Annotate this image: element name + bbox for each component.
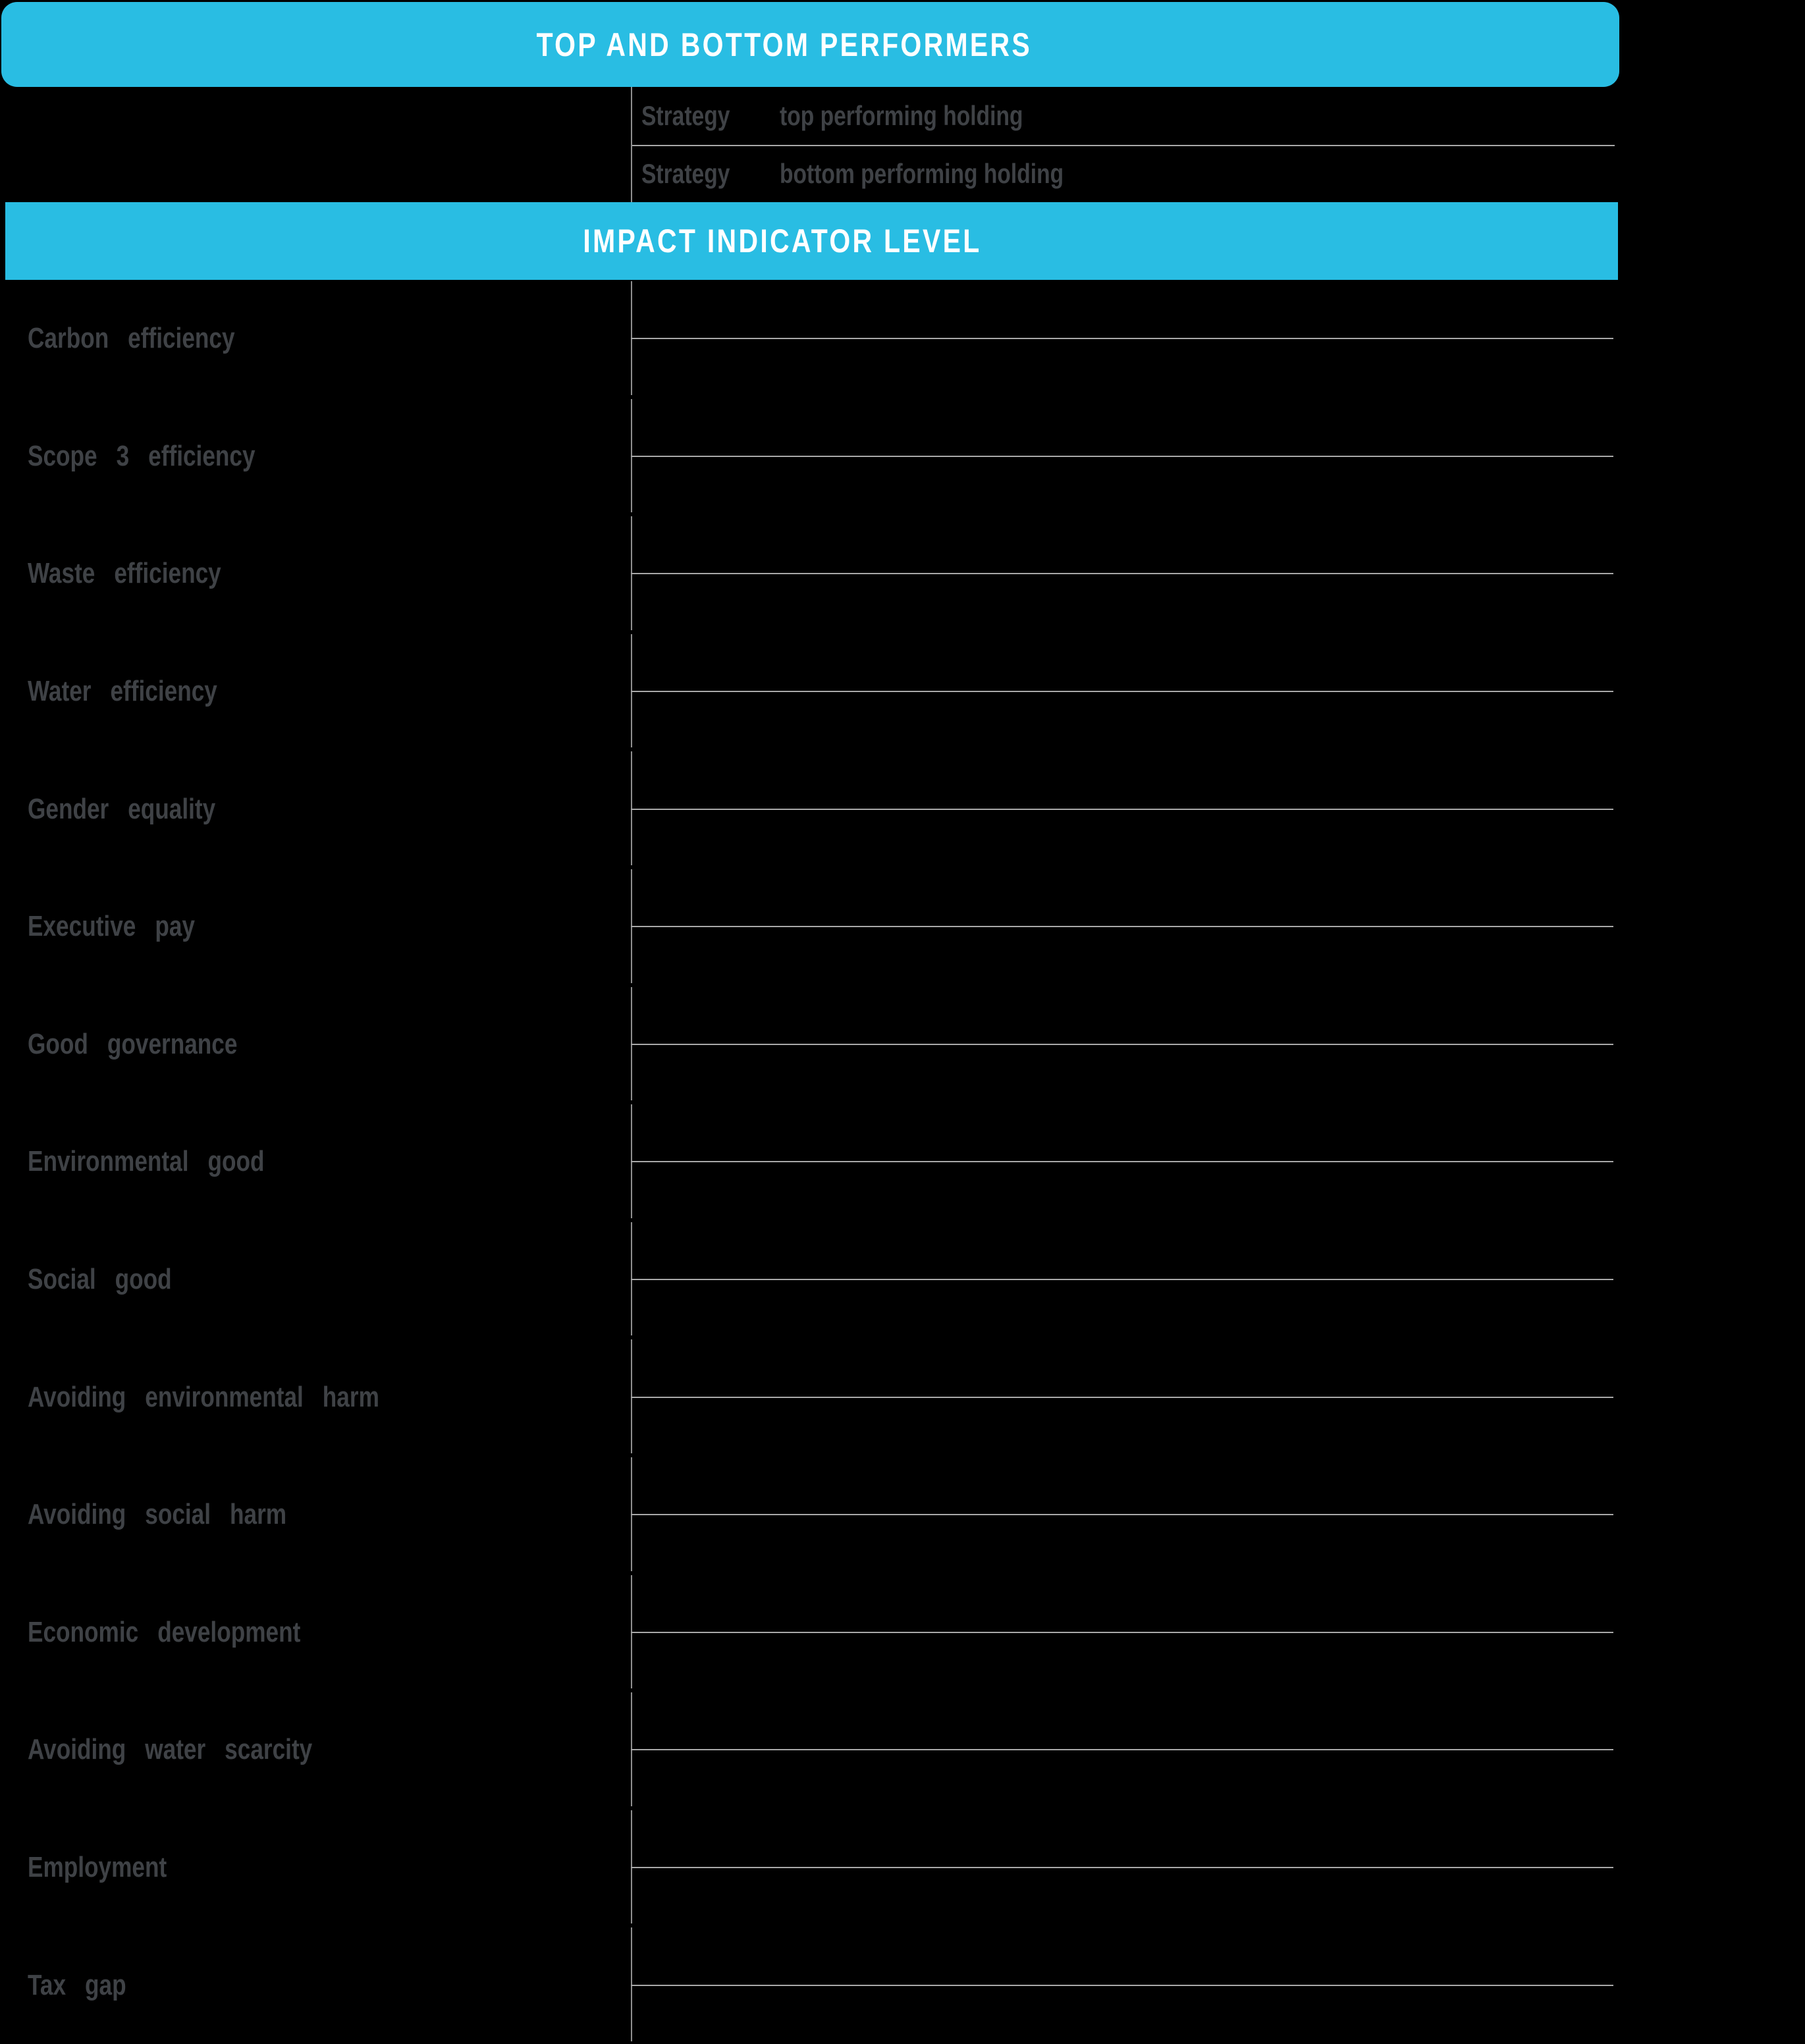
indicator-row [0,986,1805,1104]
indicator-label: Gender equality [28,792,216,825]
strategy-bottom-performing-row [632,145,1613,203]
top-performers-header-bar [1,2,1619,87]
row-divider-line [631,1985,1613,1986]
indicator-row [0,868,1805,986]
indicator-label: Avoiding water scarcity [28,1733,313,1766]
indicator-label: Employment [28,1851,167,1884]
row-divider-line [631,1161,1613,1162]
indicator-row [0,515,1805,633]
indicator-label: Water efficiency [28,675,217,708]
indicator-row [0,1103,1805,1221]
strategy-prefix: Strategy [641,158,730,189]
strategy-header-block [631,87,1613,202]
impact-indicator-header-bar [5,202,1618,280]
indicator-label: Economic development [28,1615,301,1648]
impact-indicator-title: IMPACT INDICATOR LEVEL [582,223,982,259]
indicator-row [0,1338,1805,1456]
indicator-label: Waste efficiency [28,557,221,590]
indicator-label: Good governance [28,1027,238,1060]
row-divider-line [631,1514,1613,1515]
row-divider-line [631,338,1613,339]
indicator-row [0,633,1805,751]
indicator-label: Scope 3 efficiency [28,439,256,472]
row-divider-line [631,1044,1613,1045]
row-divider-line [631,1867,1613,1868]
row-divider-line [631,809,1613,810]
row-divider-line [631,573,1613,574]
indicator-row [0,1926,1805,2044]
indicator-label: Carbon efficiency [28,322,235,355]
strategy-prefix: Strategy [641,100,730,131]
indicator-label: Social good [28,1263,172,1296]
row-divider-line [631,1279,1613,1280]
indicator-row [0,1809,1805,1927]
indicator-row [0,280,1805,398]
indicator-label: Tax gap [28,1968,126,2001]
indicator-label: Environmental good [28,1145,265,1178]
row-divider-line [631,1749,1613,1750]
row-divider-line [631,1632,1613,1633]
strategy-top-performing-row [632,87,1613,145]
row-divider-line [631,926,1613,927]
indicator-row [0,1456,1805,1574]
indicator-row [0,750,1805,868]
indicator-table [0,280,1805,2044]
row-divider-line [631,1397,1613,1398]
indicator-label: Avoiding social harm [28,1498,287,1531]
row-divider-line [632,145,1615,146]
top-performing-holding-label: top performing holding [780,100,1023,131]
indicator-row [0,398,1805,516]
indicator-label: Executive pay [28,910,195,943]
indicator-row [0,1691,1805,1809]
indicator-label: Avoiding environmental harm [28,1380,379,1413]
indicator-row [0,1221,1805,1339]
row-divider-line [631,456,1613,457]
bottom-performing-holding-label: bottom performing holding [780,158,1064,189]
top-performers-title: TOP AND BOTTOM PERFORMERS [536,26,1032,63]
row-divider-line [631,691,1613,692]
indicator-row [0,1574,1805,1692]
